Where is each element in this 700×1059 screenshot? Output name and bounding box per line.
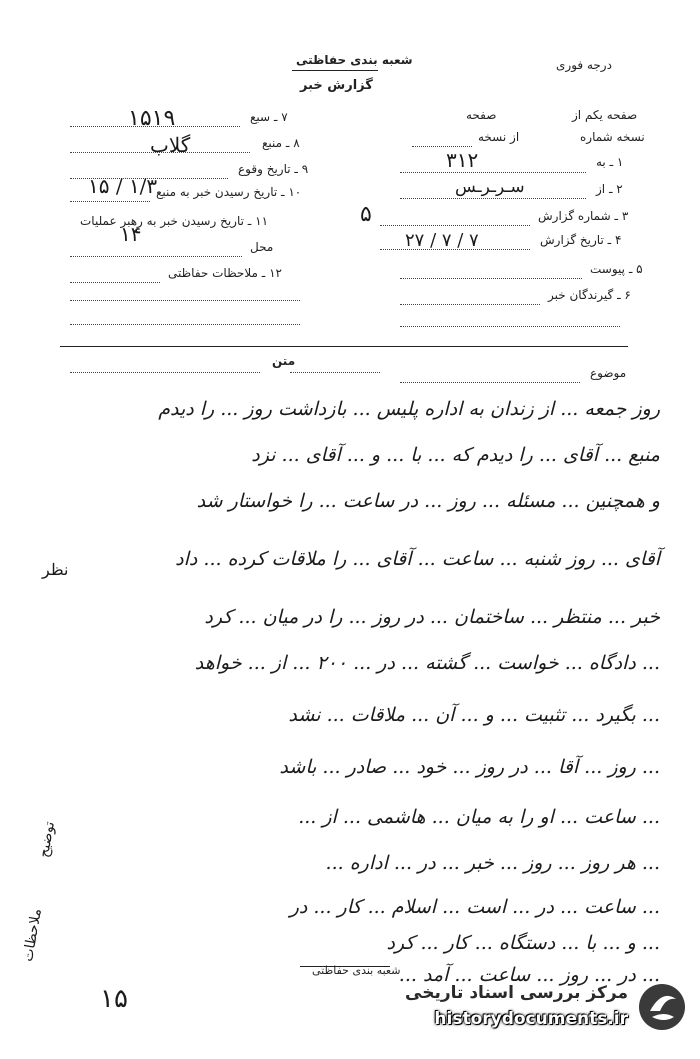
security-class-top: شعبه بندی حفاظتی: [296, 53, 413, 67]
body-line: ... و ... با ... دستگاه ... کار ... کرد: [386, 932, 660, 954]
left-field-11-label: ۱۱ ـ تاریخ رسیدن خبر به رهبر عملیات: [80, 214, 269, 228]
right-field-3-line: [380, 225, 530, 226]
right-field-4-label: ۴ ـ تاریخ گزارش: [540, 233, 622, 247]
watermark-logo: [398, 975, 688, 1045]
body-line: آقای ... روز شنبه ... ساعت ... آقای ... را ملاقات کرده ... داد: [175, 548, 660, 570]
subject-line: [400, 382, 580, 383]
right-field-2-label: ۲ ـ از: [596, 182, 623, 196]
body-line: و همچنین ... مسئله ... روز ... در ساعت ... را خواستار شد: [196, 490, 660, 512]
right-field-3-value: ۵: [360, 202, 372, 227]
left-field-8-value: گلاب: [150, 133, 191, 157]
right-field-6-line-2: [400, 326, 620, 327]
watermark-title: مرکز بررسی اسناد تاریخی: [405, 983, 628, 1003]
left-field-11-place-line: [70, 256, 242, 257]
body-line: منبع ... آقای ... را دیدم که ... با ... و ... آقای ... نزد: [251, 444, 660, 466]
left-field-9-label: ۹ ـ تاریخ وقوع: [238, 162, 309, 176]
left-field-10-label: ۱۰ ـ تاریخ رسیدن خبر به منبع: [156, 185, 302, 199]
left-field-12-line: [70, 282, 160, 283]
right-field-page-value: صفحه: [466, 108, 497, 122]
left-field-10-line: [70, 201, 150, 202]
right-field-1-line: [400, 172, 586, 173]
right-field-6-label: ۶ ـ گیرندگان خبر: [548, 288, 631, 302]
right-field-1-label: ۱ ـ به: [596, 155, 624, 169]
body-line: روز جمعه ... از زندان به اداره پلیس ... بازداشت روز ... را دیدم: [158, 398, 660, 420]
subject-label: موضوع: [590, 366, 627, 380]
security-class-bottom-overline: [300, 966, 390, 967]
form-title: گزارش خبر: [300, 78, 373, 93]
left-field-12-line-3: [70, 324, 300, 325]
right-field-copy-line: [412, 146, 472, 147]
left-field-12-label: ۱۲ ـ ملاحظات حفاظتی: [168, 266, 282, 280]
body-line: خبر ... منتظر ... ساختمان ... در روز ... را در میان ... کرد: [204, 606, 660, 628]
right-field-copy-value: از نسخه: [478, 130, 520, 144]
body-line: ... بگیرد ... تثبیت ... و ... آن ... ملاقات ... نشد: [288, 704, 660, 726]
body-line: ... در ... روز ... ساعت ... آمد ...: [398, 964, 660, 986]
left-field-8-label: ۸ ـ منبع: [262, 136, 300, 150]
right-field-page-label: صفحه یکم از: [572, 108, 638, 122]
watermark-url: historydocuments.ir: [434, 1009, 628, 1029]
right-field-5-label: ۵ ـ پیوست: [590, 262, 643, 276]
text-label: متن: [272, 354, 296, 368]
security-class-bottom: شعبه بندی حفاظتی: [312, 964, 401, 977]
margin-note: نظر: [42, 560, 69, 579]
text-line-right: [290, 372, 380, 373]
body-line: ... ساعت ... او را به میان ... هاشمی ... از ...: [298, 806, 660, 828]
body-line: ... روز ... آقا ... در روز ... خود ... صادر ... باشد: [279, 756, 660, 778]
form-divider-top: [60, 346, 628, 347]
classification-label: درجه فوری: [556, 58, 612, 72]
left-field-11-place-label: محل: [250, 240, 274, 254]
right-field-4-value: ۷ / ۷ / ۲۷: [405, 230, 479, 251]
right-field-2-scribble: سـرـرـس: [455, 177, 525, 197]
right-field-5-line: [400, 278, 582, 279]
left-field-7-value: ۱۵۱۹: [128, 106, 176, 131]
right-field-1-value: ۳۱۲: [446, 148, 479, 172]
left-field-10-value: ۱/۳ / ۱۵: [88, 174, 158, 198]
body-line: ... ساعت ... در ... است ... اسلام ... کار ... در: [289, 896, 660, 918]
body-line: ... دادگاه ... خواست ... گشته ... در ... ۲۰۰ ... از ... خواهد: [194, 652, 660, 674]
right-field-3-label: ۳ ـ شماره گزارش: [538, 209, 629, 223]
margin-note: ملاحظات: [20, 907, 46, 963]
text-line-left: [70, 372, 260, 373]
right-field-copy-label: نسخه شماره: [580, 130, 645, 144]
left-field-11-value: ۱۴: [120, 222, 142, 246]
archive-logo-icon: [636, 981, 688, 1033]
right-field-6-line: [400, 304, 540, 305]
page-number: ۱۵: [100, 984, 128, 1014]
body-line: ... هر روز ... روز ... خبر ... در ... اداره ...: [325, 852, 660, 874]
left-field-7-label: ۷ ـ سبع: [250, 110, 288, 124]
right-field-2-line: [400, 198, 586, 199]
left-field-12-line-2: [70, 300, 300, 301]
security-class-underline: [292, 70, 378, 71]
margin-note: توضیح: [36, 820, 59, 859]
